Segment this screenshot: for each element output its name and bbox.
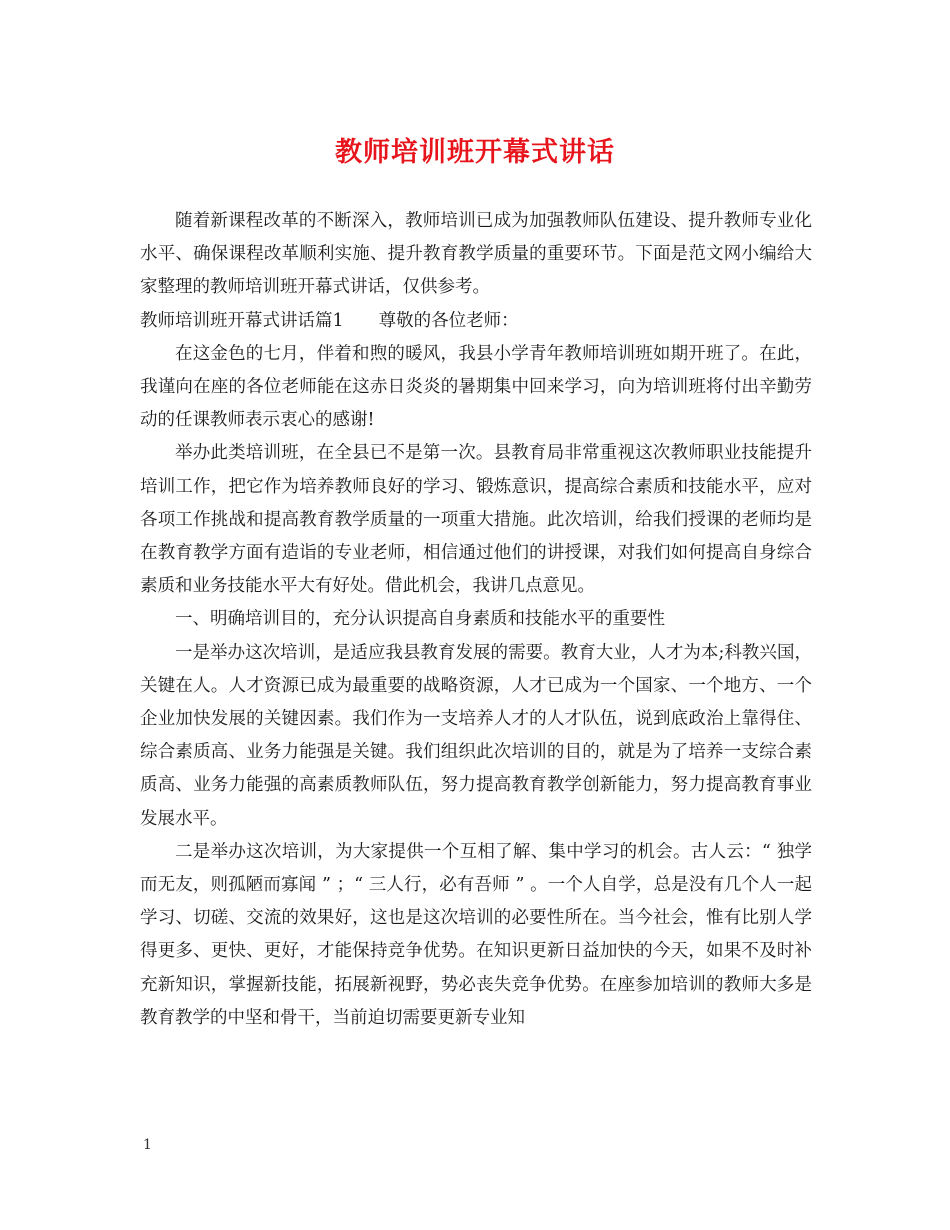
page-number: 1 <box>143 1137 152 1153</box>
paragraph-point-one-a: 一是举办这次培训，是适应我县教育发展的需要。教育大业，人才为本;科教兴国，关键在人。人才资源已成为最重要的战略资源，人才已成为一个国家、一个地方、一个企业加快发展的关键因素。我们作为一支培养人才的人才队伍，说到底政治上靠得住、综合素质高、业务力能强是关键。我们组织此次培训的目的，就是为了培养一支综合素质高、业务力能强的高素质教师队伍，努力提高教育教学创新能力，努力提高教育事业发展水平。 <box>140 642 812 829</box>
paragraph-intro: 随着新课程改革的不断深入，教师培训已成为加强教师队伍建设、提升教师专业化水平、确保课程改革顺利实施、提升教育教学质量的重要环节。下面是范文网小编给大家整理的教师培训班开幕式讲话，仅供参考。 <box>140 211 812 298</box>
document-title: 教师培训班开幕式讲话 <box>335 137 615 168</box>
section-heading: 教师培训班开幕式讲话篇1 尊敬的各位老师： <box>140 310 519 331</box>
paragraph-background: 举办此类培训班，在全县已不是第一次。县教育局非常重视这次教师职业技能提升培训工作，把它作为培养教师良好的学习、锻炼意识，提高综合素质和技能水平，应对各项工作挑战和提高教育教学质量的一项重大措施。此次培训，给我们授课的老师均是在教育教学方面有造诣的专业老师，相信通过他们的讲授课，对我们如何提高自身综合素质和业务技能水平大有好处。借此机会，我讲几点意见。 <box>140 443 812 597</box>
document-body <box>140 205 812 1035</box>
subheading-point-one: 一、明确培训目的，充分认识提高自身素质和技能水平的重要性 <box>175 609 665 630</box>
paragraph-point-one-b: 二是举办这次培训，为大家提供一个互相了解、集中学习的机会。古人云：“ 独学而无友，则孤陋而寡闻 ” ；“ 三人行，必有吾师 ” 。一个人自学，总是没有几个人一起学习、切磋、交流的效果好，这也是这次培训的必要性所在。当今社会，惟有比别人学得更多、更快、更好，才能保持竞争优势。在知识更新日益加快的今天，如果不及时补充新知识，掌握新技能，拓展新视野，势必丧失竞争优势。在座参加培训的教师大多是教育教学的中坚和骨干，当前迫切需要更新专业知 <box>140 841 812 1028</box>
paragraph-greeting: 在这金色的七月，伴着和煦的暖风，我县小学青年教师培训班如期开班了。在此，我谨向在座的各位老师能在这赤日炎炎的暑期集中回来学习，向为培训班将付出辛勤劳动的任课教师表示衷心的感谢! <box>140 343 812 431</box>
